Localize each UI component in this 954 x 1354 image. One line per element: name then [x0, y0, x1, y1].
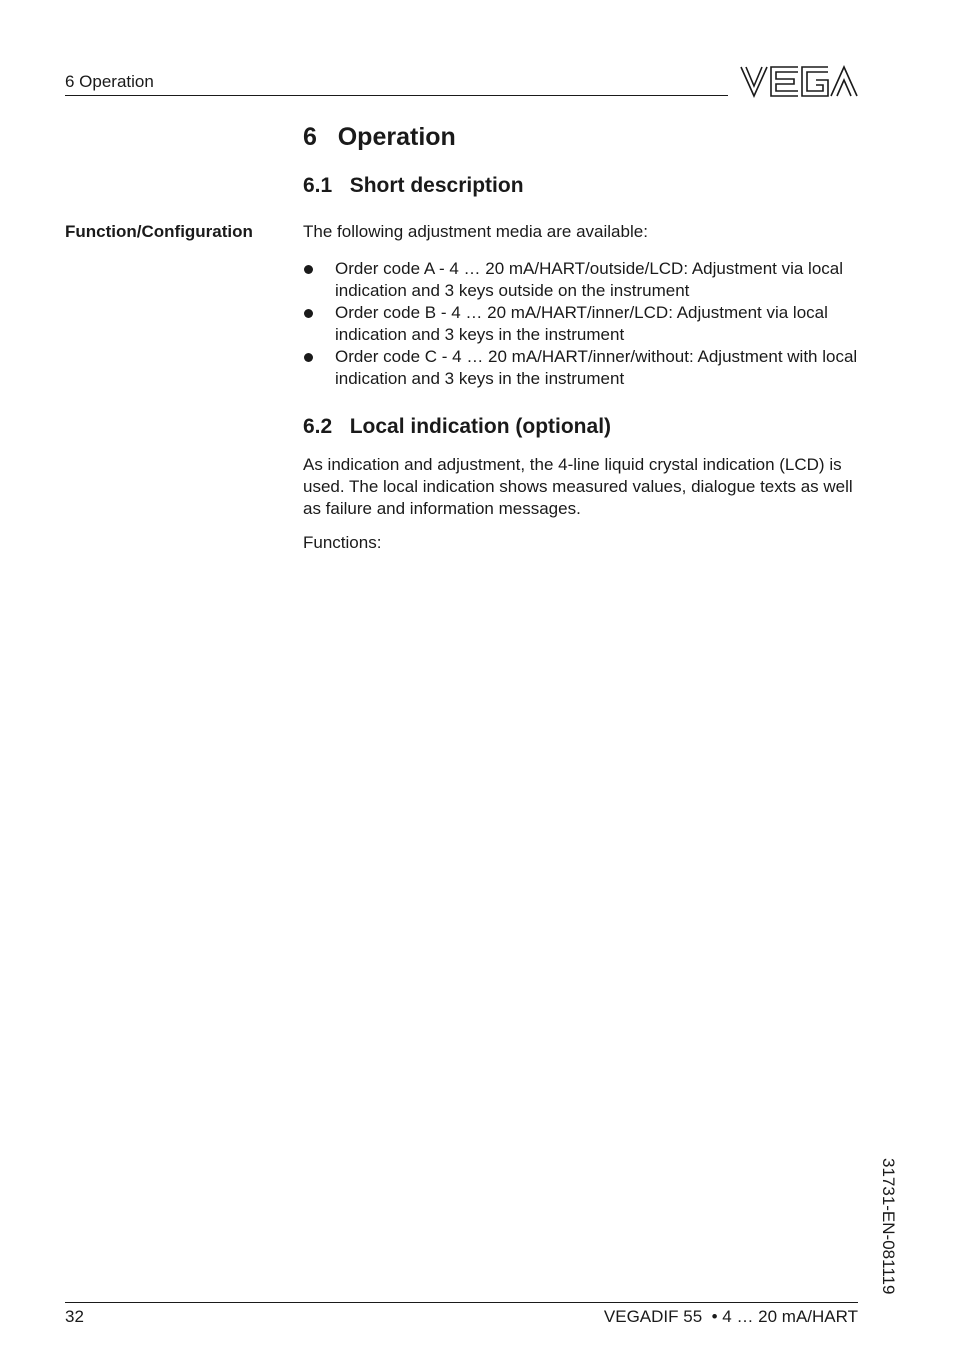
header-rule — [65, 95, 728, 96]
bullet-icon — [304, 265, 313, 274]
functions-label: Functions: — [303, 533, 382, 552]
document-id: 31731-EN-081119 — [879, 1158, 898, 1295]
section-heading-short-description: 6.1 Short description — [303, 174, 524, 197]
adjustment-media-list — [303, 258, 863, 390]
bullet-icon — [304, 353, 313, 362]
running-header: 6 Operation — [65, 72, 154, 91]
list-item-text: Order code A - 4 … 20 mA/HART/outside/LCD: Adjustment via local indication and 3 keys outside on the instrument — [335, 259, 844, 300]
footer-title: VEGADIF 55 • 4 … 20 mA/HART — [603, 1307, 858, 1326]
footer-rule — [65, 1302, 858, 1303]
vega-logo — [740, 65, 858, 98]
list-item — [303, 302, 863, 346]
list-item — [303, 346, 863, 390]
bullet-icon — [304, 309, 313, 318]
list-item-text: Order code C - 4 … 20 mA/HART/inner/without: Adjustment with local indication and 3 keys in the instrument — [335, 347, 858, 388]
page-number: 32 — [65, 1307, 84, 1326]
list-item — [303, 258, 863, 302]
lcd-paragraph: As indication and adjustment, the 4-line liquid crystal indication (LCD) is used. The local indication shows measured values, dialogue texts as well as failure and information messages. — [303, 455, 853, 518]
intro-paragraph: The following adjustment media are available: — [303, 222, 648, 241]
margin-label-function-configuration: Function/Configuration — [65, 222, 253, 241]
chapter-heading: 6 Operation — [303, 123, 456, 151]
list-item-text: Order code B - 4 … 20 mA/HART/inner/LCD: Adjustment via local indication and 3 keys in the instrument — [335, 303, 828, 344]
section-heading-local-indication: 6.2 Local indication (optional) — [303, 415, 612, 438]
